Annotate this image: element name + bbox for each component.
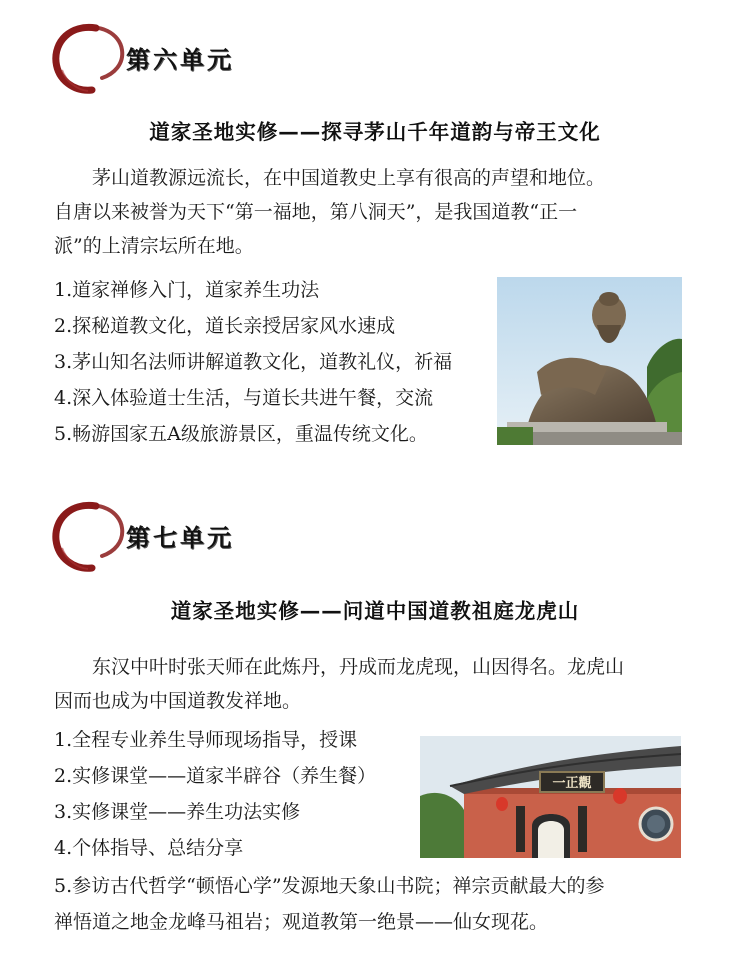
list-item-line: 5.参访古代哲学“顿悟心学”发源地天象山书院；禅宗贡献最大的参 (54, 875, 605, 897)
unit7-header (48, 498, 348, 574)
laozi-statue-photo (497, 277, 682, 445)
unit6-intro (54, 161, 694, 263)
list-item: 1.道家禅修入门，道家养生功法 (54, 279, 320, 301)
unit7-intro-line: 东汉中叶时张天师在此炼丹，丹成而龙虎现，山因得名。龙虎山 (54, 656, 625, 678)
unit6-intro-line: 派”的上清宗坛所在地。 (54, 235, 254, 257)
list-item: 4.个体指导、总结分享 (54, 837, 244, 859)
unit7-header-title: 第七单元 (126, 524, 234, 552)
list-item: 1.全程专业养生导师现场指导，授课 (54, 729, 358, 751)
unit7-intro-line: 因而也成为中国道教发祥地。 (54, 690, 302, 712)
unit7-item-list (54, 722, 376, 866)
list-item: 3.茅山知名法师讲解道教文化，道教礼仪，祈福 (54, 351, 453, 373)
unit6-header (48, 20, 348, 96)
unit6-item-list (54, 272, 452, 452)
brush-circle-icon (48, 498, 128, 574)
unit7-last-item (54, 868, 714, 940)
unit6-header-title: 第六单元 (126, 46, 234, 74)
unit6-intro-line: 自唐以来被誉为天下“第一福地，第八洞天”，是我国道教“正一 (54, 201, 578, 223)
temple-gate-photo (420, 736, 681, 858)
unit7-section-title: 道家圣地实修——问道中国道教祖庭龙虎山 (170, 599, 580, 623)
unit6-section-title: 道家圣地实修——探寻茅山千年道韵与帝王文化 (149, 120, 601, 144)
list-item: 5.畅游国家五A级旅游景区，重温传统文化。 (54, 423, 428, 445)
temple-plaque-text: 一正觀 (552, 776, 592, 791)
list-item: 2.实修课堂——道家半辟谷（养生餐） (54, 765, 377, 787)
unit7-intro (54, 650, 694, 718)
list-item: 2.探秘道教文化，道长亲授居家风水速成 (54, 315, 396, 337)
list-item-line: 禅悟道之地金龙峰马祖岩；观道教第一绝景——仙女现花。 (54, 911, 549, 933)
unit6-intro-line: 茅山道教源远流长，在中国道教史上享有很高的声望和地位。 (54, 167, 606, 189)
brush-circle-icon (48, 20, 128, 96)
list-item: 4.深入体验道士生活，与道长共进午餐，交流 (54, 387, 434, 409)
list-item: 3.实修课堂——养生功法实修 (54, 801, 301, 823)
